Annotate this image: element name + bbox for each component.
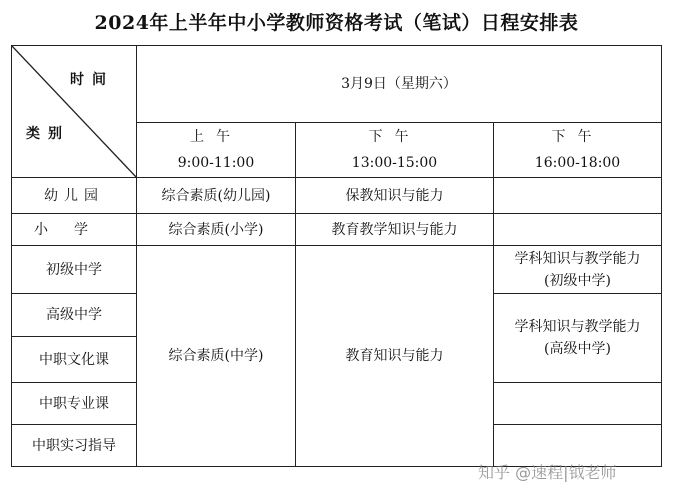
schedule-table xyxy=(11,45,662,467)
exam-cell xyxy=(494,178,662,214)
subject-name: 学科知识与教学能力 xyxy=(514,250,641,267)
table-row xyxy=(12,246,662,294)
subject-level: (高级中学) xyxy=(544,341,611,357)
subject-name: 学科知识与教学能力 xyxy=(514,319,641,335)
exam-date: 3月9日（星期六） xyxy=(341,76,457,92)
exam-cell: 综合素质(幼儿园) xyxy=(137,178,296,214)
table-row xyxy=(12,214,662,246)
slot-header-2 xyxy=(296,123,494,178)
category-label: 类别 xyxy=(26,126,70,142)
slot-period: 下午 xyxy=(368,129,421,145)
category-cell: 中职实习指导 xyxy=(12,425,137,467)
slot-period: 上午 xyxy=(190,129,242,145)
exam-cell-secondary-comprehensive: 综合素质(中学) xyxy=(137,246,296,467)
slot-header-1 xyxy=(137,123,296,178)
exam-cell: 综合素质(小学) xyxy=(137,214,296,246)
time-label: 时间 xyxy=(70,72,114,88)
category-cell: 中职专业课 xyxy=(12,383,137,425)
exam-cell xyxy=(494,383,662,425)
category-cell: 初级中学 xyxy=(12,246,137,294)
diagonal-divider xyxy=(12,46,137,178)
category-cell: 小学 xyxy=(12,214,137,246)
exam-date-cell xyxy=(137,46,662,123)
category-cell: 幼儿园 xyxy=(12,178,137,214)
category-cell: 高级中学 xyxy=(12,294,137,337)
exam-cell-senior-subject xyxy=(494,294,662,383)
exam-cell: 保教知识与能力 xyxy=(296,178,494,214)
exam-cell xyxy=(494,214,662,246)
exam-cell-secondary-education: 教育知识与能力 xyxy=(296,246,494,467)
slot-header-3 xyxy=(494,123,662,178)
watermark: 知乎 @速程|钺老师 xyxy=(478,463,617,482)
slot-period: 下午 xyxy=(551,129,604,145)
exam-cell-junior-subject xyxy=(494,246,662,294)
slot-time: 16:00-18:00 xyxy=(534,155,621,171)
category-cell: 中职文化课 xyxy=(12,337,137,383)
table-row xyxy=(12,178,662,214)
slot-time: 9:00-11:00 xyxy=(177,155,255,171)
exam-cell: 教育教学知识与能力 xyxy=(296,214,494,246)
slot-time: 13:00-15:00 xyxy=(351,155,438,171)
subject-level: (初级中学) xyxy=(544,272,611,289)
corner-header-cell xyxy=(12,46,137,178)
page-title: 2024年上半年中小学教师资格考试（笔试）日程安排表 xyxy=(94,12,579,34)
table-row xyxy=(12,46,662,123)
